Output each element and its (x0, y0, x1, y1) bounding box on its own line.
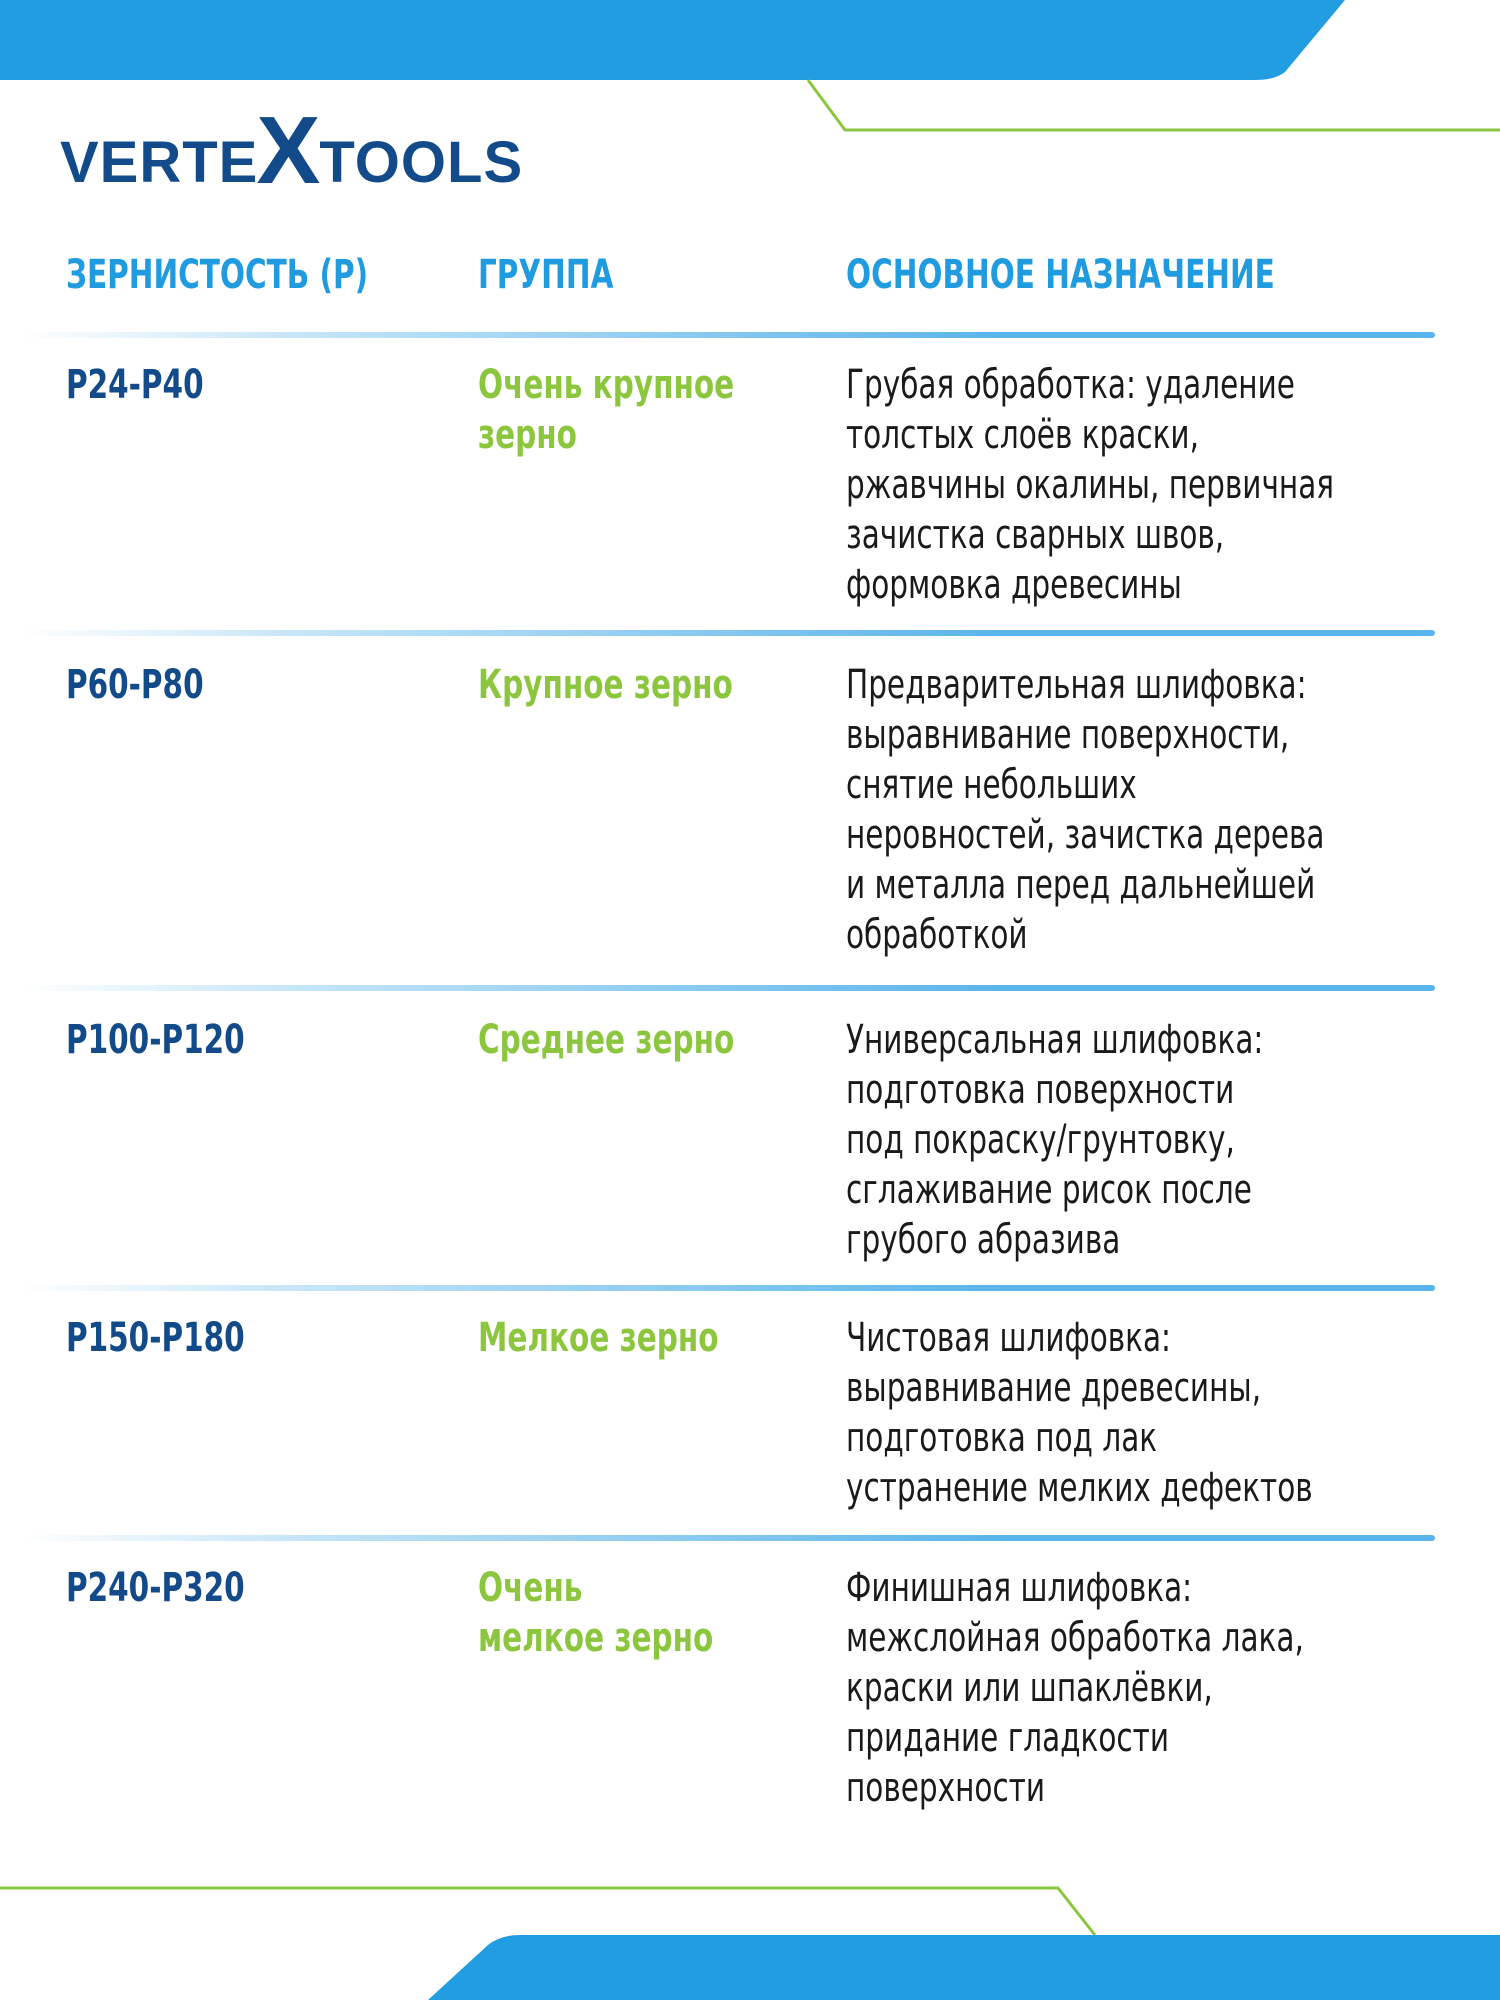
row-divider (20, 1285, 1435, 1291)
row-purpose: Предварительная шлифовка: выравнивание поверхности, снятие небольших неровностей, зачистка дерева и металла перед дальнейшей обработкой (846, 662, 1325, 958)
row-grit: P150-P180 (66, 1315, 245, 1361)
row-divider (20, 332, 1435, 338)
row-purpose: Универсальная шлифовка: подготовка поверхности под покраску/грунтовку, сглаживание рисок после грубого абразива (846, 1017, 1264, 1263)
row-grit: P240-P320 (66, 1565, 245, 1611)
row-purpose: Финишная шлифовка: межслойная обработка лака, краски или шпаклёвки, придание гладкости поверхности (846, 1565, 1304, 1811)
row-group: Очень крупное зерно (478, 362, 735, 458)
row-grit: P60-P80 (66, 662, 204, 708)
row-group: Мелкое зерно (478, 1315, 719, 1361)
row-divider (20, 630, 1435, 636)
row-group: Среднее зерно (478, 1017, 735, 1063)
header-grit: ЗЕРНИСТОСТЬ (P) (66, 252, 369, 298)
top-blue-band (0, 0, 1345, 80)
row-grit: P24-P40 (66, 362, 204, 408)
top-green-line (808, 80, 1500, 130)
header-group: ГРУППА (478, 252, 614, 298)
row-purpose: Чистовая шлифовка: выравнивание древесины, подготовка под лак устранение мелких дефектов (846, 1315, 1313, 1511)
row-purpose: Грубая обработка: удаление толстых слоёв краски, ржавчины окалины, первичная зачистка сварных швов, формовка древесины (846, 362, 1335, 608)
row-grit: P100-P120 (66, 1017, 245, 1063)
row-group: Крупное зерно (478, 662, 733, 708)
vertextools-logo (60, 97, 524, 205)
row-divider (20, 1535, 1435, 1541)
logo-x-mark: X (256, 97, 322, 205)
logo-text-verte: VERTE (60, 130, 259, 195)
bottom-green-line (0, 1888, 1095, 1935)
bottom-blue-band (428, 1935, 1500, 2000)
header-purpose: ОСНОВНОЕ НАЗНАЧЕНИЕ (846, 252, 1275, 298)
row-divider (20, 985, 1435, 991)
logo-text-tools: TOOLS (319, 130, 524, 195)
row-group: Очень мелкое зерно (478, 1565, 714, 1661)
